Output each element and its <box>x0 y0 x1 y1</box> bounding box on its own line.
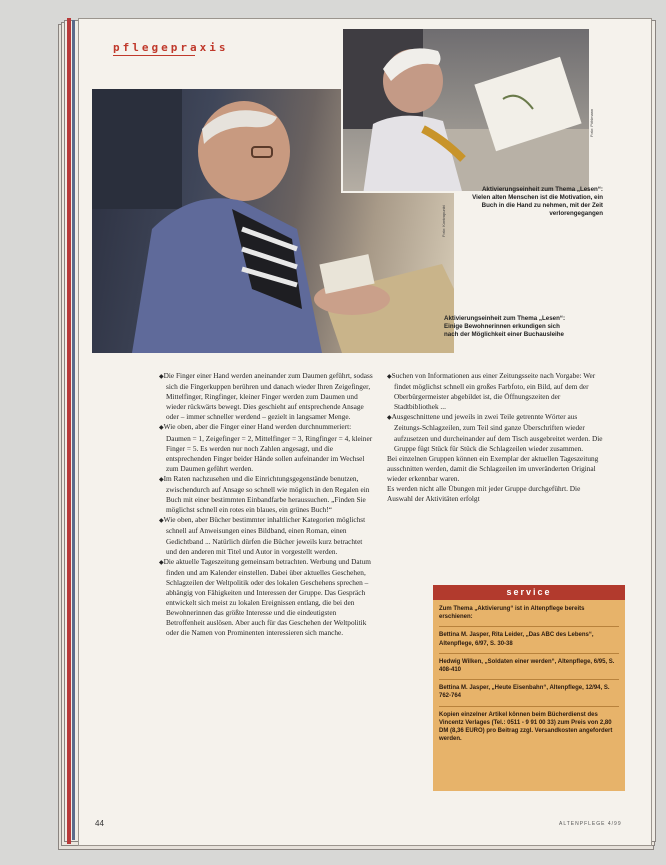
divider <box>439 679 619 680</box>
photo-elderly-woman-book <box>341 27 591 193</box>
page-number: 44 <box>95 819 104 828</box>
exercise-item: ◆ Wie oben, aber Bücher bestimmter inhaltlicher Kategorien möglichst schnell auf Anweisungen eines Bildband, einen Roman, einen Gedichtband ... Natürlich dürfen die Bücher jeweils kurz betrachtet und den anderen mit Titel und Autor in vorgestellt werden. <box>159 515 375 556</box>
exercise-item: ◆ Die aktuelle Tageszeitung gemeinsam betrachten. Werbung und Datum finden und am Kalender einstellen. Dabei über aktuelles Geschehen, Schlagzeilen der Weltpolitik oder des lokalen Geschehens sprechen – abhängig von Fähigkeiten und Interessen der Gruppe. Das Gespräch entwickelt sich meist zu lokalen Ereignissen entlang, die bei den Bewohnerinnen das größte Interesse und die eindeutigsten Betroffenheit auslösen. Aber auch für das Geschehen der Weltpolitik oder die Namen von Prominenten interessieren sich manche. <box>159 557 375 639</box>
service-intro: Zum Thema „Aktivierung“ ist in Altenpflege bereits erschienen: <box>439 606 585 621</box>
service-reference: Bettina M. Jasper, „Heute Eisenbahn“, Altenpflege, 12/94, S. 762-764 <box>439 685 610 700</box>
exercise-item: ◆ Suchen von Informationen aus einer Zeitungsseite nach Vorgabe: Wer findet möglichst schnell ein großes Farbfoto, ein Bild, auf dem der Oberbürgermeister abgebildet ist, die Öffnungszeiten der Stadtbibliothek ... <box>387 371 605 412</box>
service-box <box>433 585 625 791</box>
service-box-title: service <box>433 585 625 600</box>
service-box-body <box>439 605 619 748</box>
divider <box>439 653 619 654</box>
exercise-item: ◆ Im Raten nachzusehen und die Einrichtungsgegenstände benutzen, zwischendurch auf Ansage so schnell wie möglich in den Regalen ein Buch mit einer bestimmten Einbandfarbe heraussuchen. „Finden Sie möglichst schnell ein rotes ein blaues, ein grünes Buch!“ <box>159 474 375 515</box>
page-edge-blue <box>72 20 75 840</box>
photo-caption-top: Aktivierungseinheit zum Thema „Lesen“: Vielen alten Menschen ist die Motivation, ein Buch in die Hand zu nehmen, mit der Zeit verlorengegangen <box>472 186 603 217</box>
service-reference: Hedwig Wilken, „Soldaten einer werden“, Altenpflege, 6/95, S. 408-410 <box>439 658 615 674</box>
issue-label: ALTENPFLEGE 4/99 <box>559 821 622 827</box>
exercise-item: ◆ Die Finger einer Hand werden aneinander zum Daumen geführt, sodass sich die Fingerkuppen berühren und danach wieder Ihren Zeigefinger, Mittelfinger, Ringfinger, kleiner Finger werden zum Daumen und wieder rückwärts bewegt. Dies geschieht auf entsprechende Ansage oder – immer schneller werdend – gezielt in langsamer Menge. <box>159 371 375 422</box>
service-reference: Bettina M. Jasper, Rita Leider, „Das ABC des Lebens“, Altenpflege, 6/97, S. 30-38 <box>439 632 594 647</box>
photo-credit: Foto: Pöhlmann <box>589 108 594 137</box>
photo-elderly-woman-book-icon <box>343 29 591 193</box>
exercise-item: ◆ Wie oben, aber die Finger einer Hand werden durchnummeriert: Daumen = 1, Zeigefinger = 2, Mittelfinger = 3, Ringfinger = 4, kleiner Finger = 5. Es werden nur noch Zahlen angesagt, und die entsprechenden Finger beider Hände sollen aufeinander im Wechsel zum Daumen geführt werden. <box>159 422 375 473</box>
magazine-page <box>78 18 652 846</box>
photo-credit: Foto: Kontrapunkt <box>441 205 446 237</box>
page-edge-red <box>67 18 71 844</box>
section-kicker: pflegepraxis <box>113 41 229 54</box>
photo-caption-bottom: Aktivierungseinheit zum Thema „Lesen“: Einige Bewohnerinnen erkundigen sich nach der Möglichkeit einer Buchausleihe <box>444 315 566 338</box>
service-order-note: Kopien einzelner Artikel können beim Bücherdienst des Vincentz Verlages (Tel.: 0511 - 9 91 00 33) zum Preis von 2,80 DM (8,36 EURO) pro Beitrag zzgl. Versandkosten angefordert werden. <box>439 711 613 743</box>
body-column-left <box>159 371 375 638</box>
divider <box>439 626 619 627</box>
body-paragraph: Bei einzelnen Gruppen können ein Exemplar der aktuellen Tageszeitung ausschnitten werden, damit die Schlagzeilen im unveränderten Original wieder erkennbar waren. <box>387 453 599 483</box>
kicker-underline <box>113 55 195 56</box>
divider <box>439 706 619 707</box>
exercise-item: ◆ Ausgeschnittene und jeweils in zwei Teile getrennte Wörter aus Zeitungs-Schlagzeilen, zum Teil sind ganze Überschriften wieder aufzusetzen und durcheinander auf dem Tisch ausgebreitet werden. Die Gruppe fügt Stück für Stück die Schlagzeilen wieder zusammen. <box>387 412 605 453</box>
body-column-right <box>387 371 605 504</box>
body-paragraph: Es werden nicht alle Übungen mit jeder Gruppe durchgeführt. Die Auswahl der Aktivitäten erfolgt <box>387 484 581 504</box>
